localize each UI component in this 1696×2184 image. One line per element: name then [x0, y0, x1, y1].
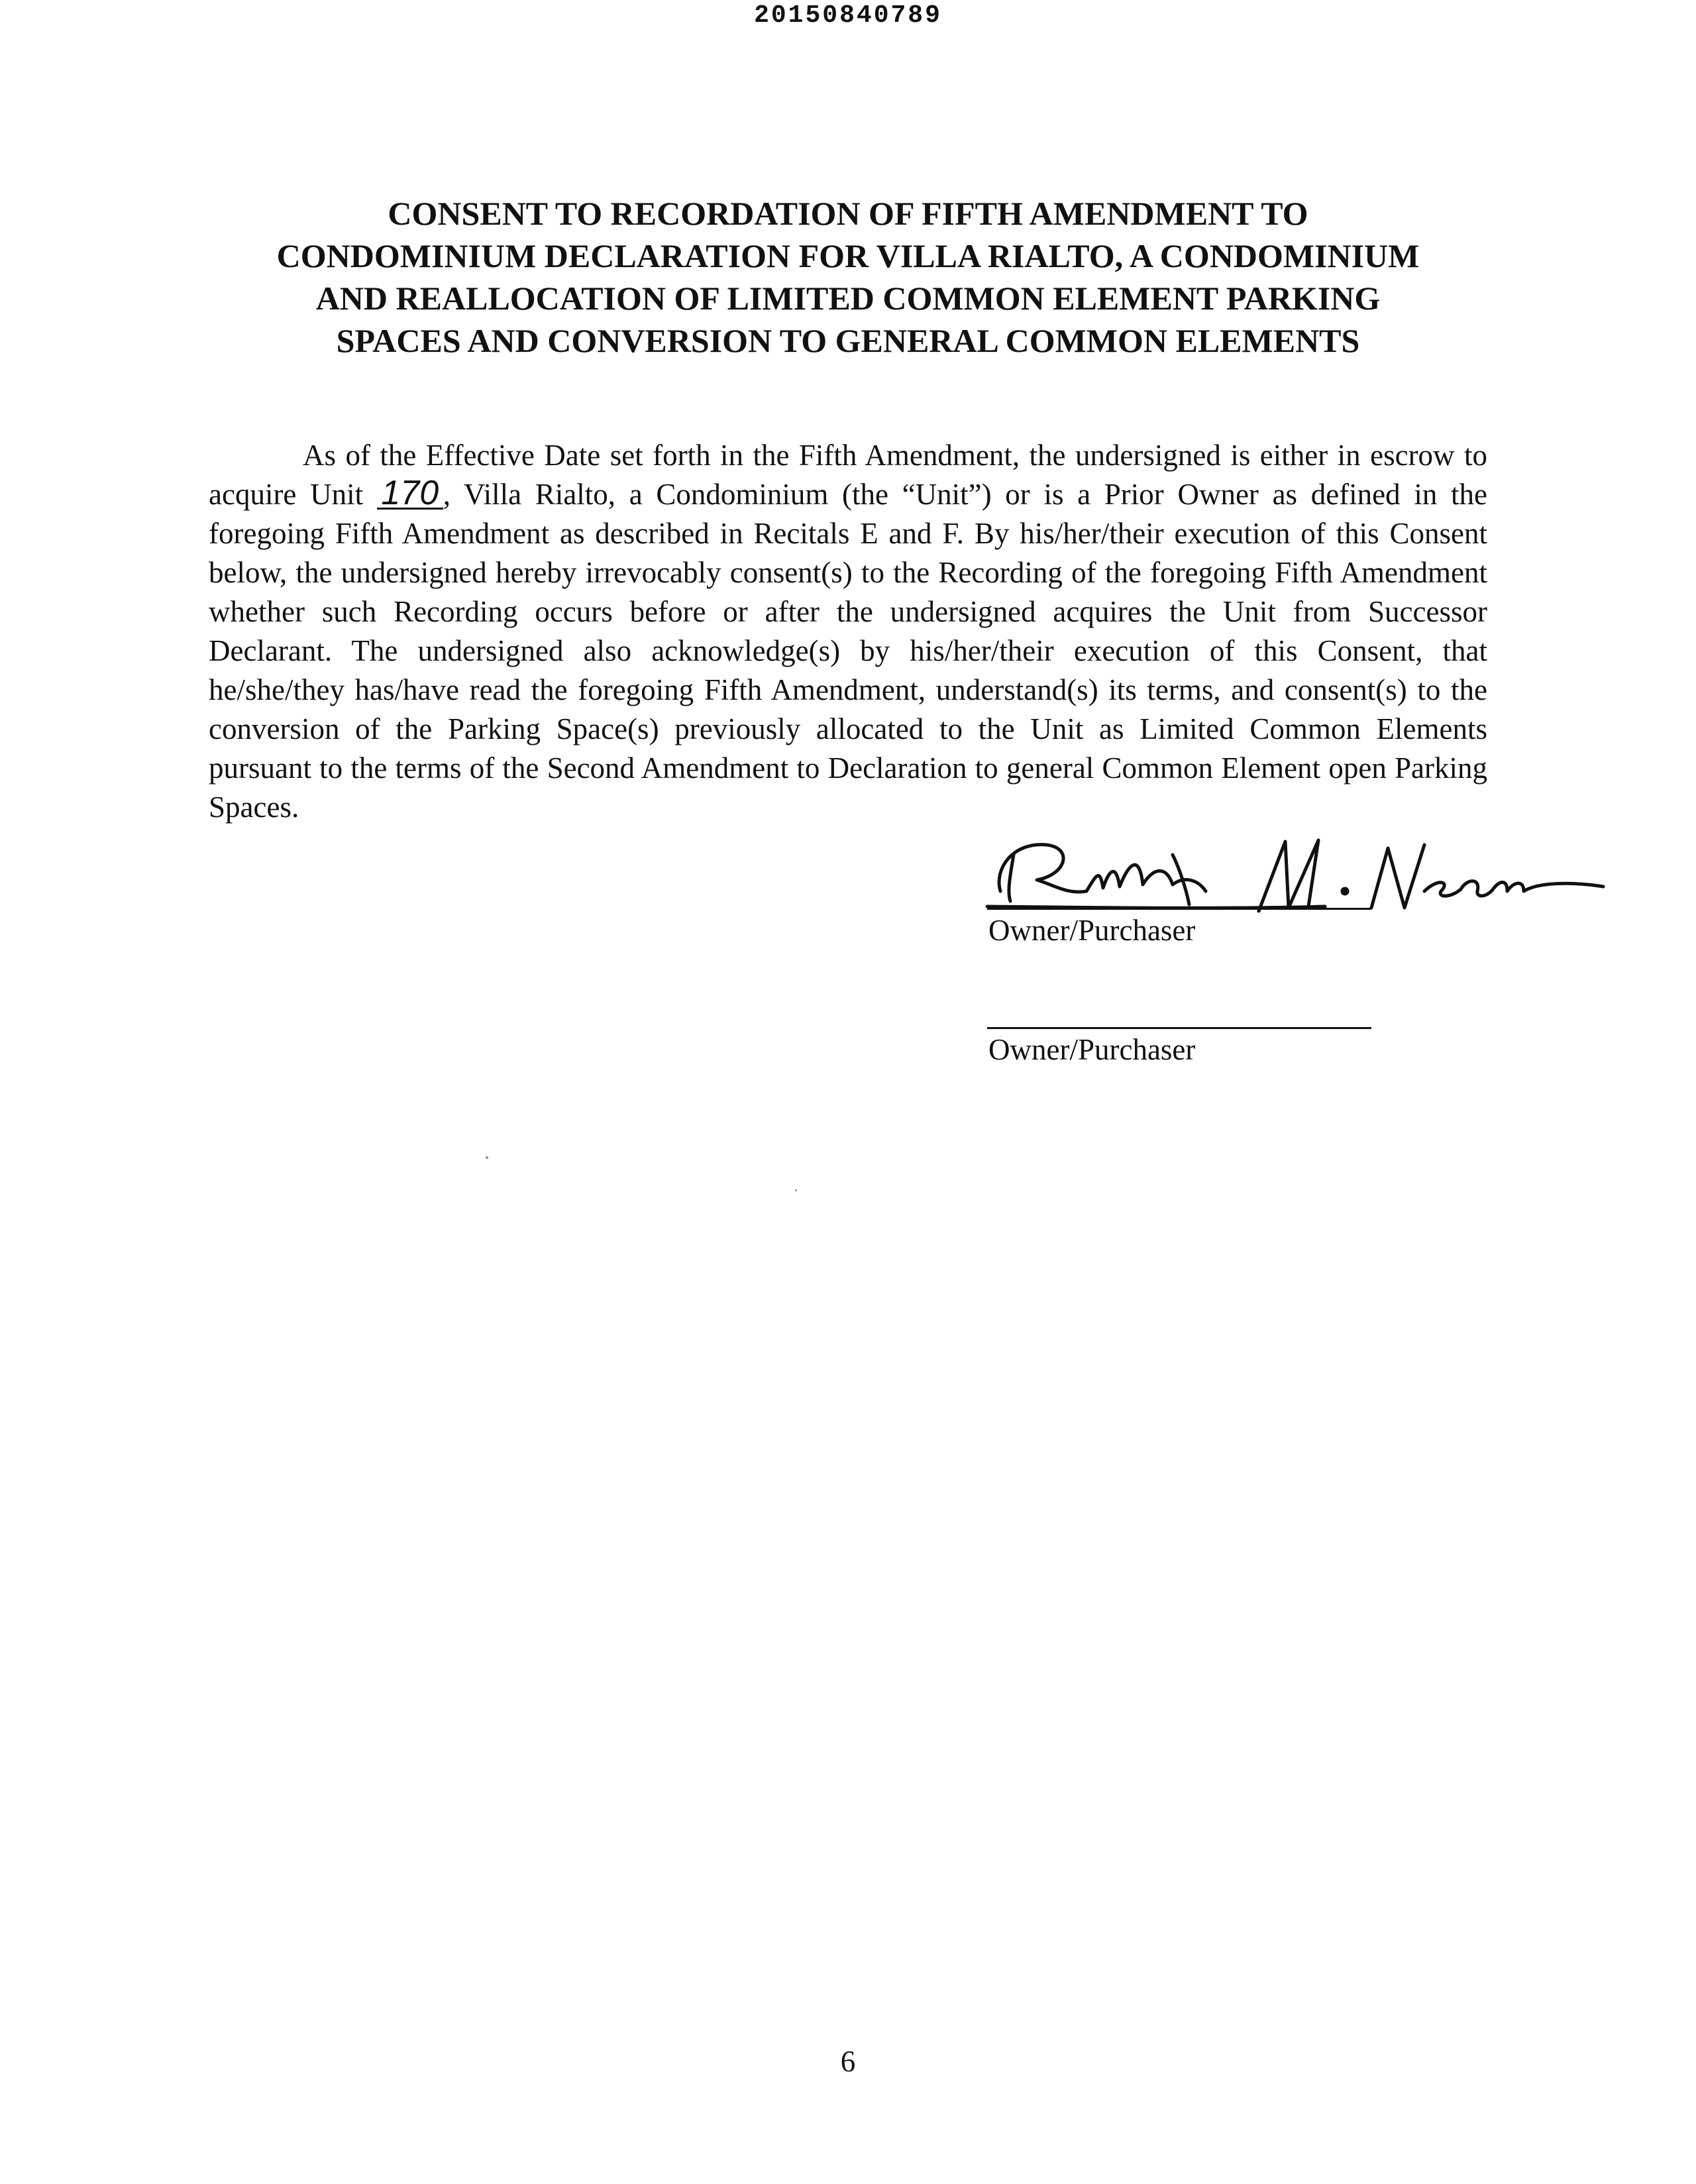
signature-label-2: Owner/Purchaser [988, 1033, 1196, 1066]
title-line-4: SPACES AND CONVERSION TO GENERAL COMMON ELEMENTS [336, 322, 1360, 359]
document-number: 20150840789 [754, 1, 942, 30]
title-line-1: CONSENT TO RECORDATION OF FIFTH AMENDMENT TO [388, 195, 1308, 232]
document-title [199, 192, 1497, 362]
signature-line-2 [987, 1027, 1371, 1029]
paragraph-text-start: As of the Effective Date set forth in the Fifth Amendment, the undersigned is either in escrow to acquire Unit [209, 439, 1487, 511]
scan-speck [795, 1189, 797, 1191]
unit-number-handwritten: 170 [377, 478, 443, 510]
page-number: 6 [840, 2045, 856, 2078]
scan-speck [486, 1156, 488, 1159]
signature-line-1 [987, 908, 1371, 910]
signature-label-1: Owner/Purchaser [988, 914, 1196, 947]
consent-paragraph [209, 436, 1487, 827]
title-line-2: CONDOMINIUM DECLARATION FOR VILLA RIALTO, A CONDOMINIUM [276, 237, 1420, 274]
paragraph-text-end: , Villa Rialto, a Condominium (the “Unit”) or is a Prior Owner as defined in the foregoing Fifth Amendment as described in Recitals E and F. By his/her/their execution of this Consent below, the undersigned hereby irrevocably consent(s) to the Recording of the foregoing Fifth Amendment whether such Recording occurs before or after the undersigned acquires the Unit from Successor Declarant. The undersigned also acknowledge(s) by his/her/their execution of this Consent, that he/she/they has/have read the foregoing Fifth Amendment, understand(s) its terms, and consent(s) to the conversion of the Parking Space(s) previously allocated to the Unit as Limited Common Elements pursuant to the terms of the Second Amendment to Declaration to general Common Element open Parking Spaces. [209, 478, 1487, 824]
handwritten-signature [974, 828, 1610, 921]
title-line-3: AND REALLOCATION OF LIMITED COMMON ELEMENT PARKING [315, 280, 1381, 317]
